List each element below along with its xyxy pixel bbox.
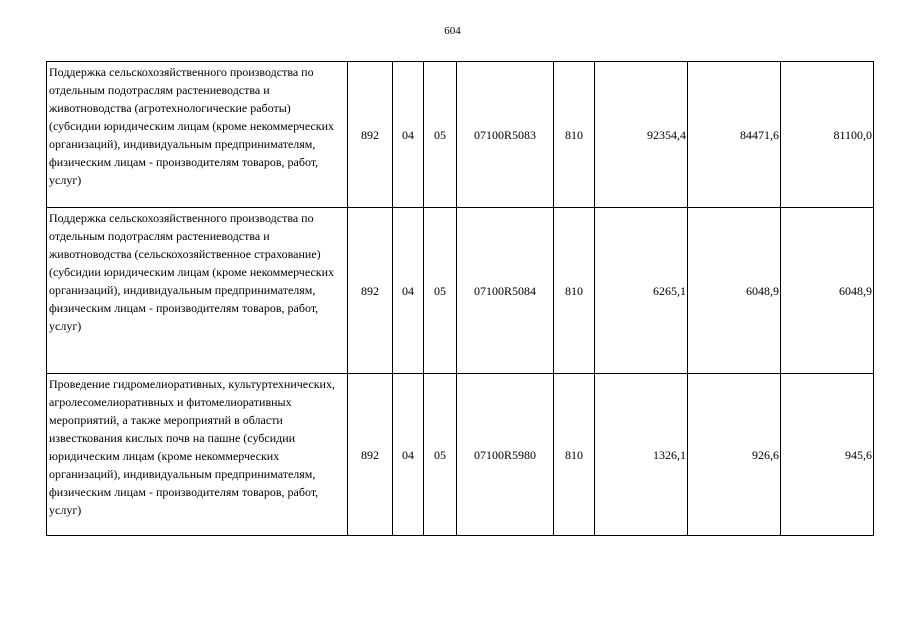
ministry-code: 892 — [348, 208, 393, 374]
expense-type-code: 810 — [554, 208, 595, 374]
amount-year-2: 926,6 — [688, 374, 781, 536]
subsection-code: 05 — [424, 62, 457, 208]
row-description: Поддержка сельскохозяйственного производства по отдельным подотраслям растениеводства и животноводства (агротехнологические работы) (субсидии юридическим лицам (кроме некоммерческих организаций), индивидуальным предпринимателям, физическим лицам - производителям товаров, работ, услуг) — [47, 62, 348, 208]
target-article-code: 07100R5980 — [457, 374, 554, 536]
subsection-code: 05 — [424, 208, 457, 374]
table-row — [47, 62, 874, 208]
subsection-code: 05 — [424, 374, 457, 536]
amount-year-2: 84471,6 — [688, 62, 781, 208]
amount-year-2: 6048,9 — [688, 208, 781, 374]
section-code: 04 — [393, 62, 424, 208]
section-code: 04 — [393, 374, 424, 536]
target-article-code: 07100R5083 — [457, 62, 554, 208]
budget-table — [46, 61, 874, 536]
amount-year-3: 945,6 — [781, 374, 874, 536]
row-description: Поддержка сельскохозяйственного производства по отдельным подотраслям растениеводства и животноводства (сельскохозяйственное страхование) (субсидии юридическим лицам (кроме некоммерческих организаций), индивидуальным предпринимателям, физическим лицам - производителям товаров, работ, услуг) — [47, 208, 348, 374]
amount-year-1: 1326,1 — [595, 374, 688, 536]
section-code: 04 — [393, 208, 424, 374]
amount-year-1: 6265,1 — [595, 208, 688, 374]
expense-type-code: 810 — [554, 374, 595, 536]
table-row — [47, 208, 874, 374]
ministry-code: 892 — [348, 374, 393, 536]
row-description: Проведение гидромелиоративных, культуртехнических, агролесомелиоративных и фитомелиоративных мероприятий, а также мероприятий в области известкования кислых почв на пашне (субсидии юридическим лицам (кроме некоммерческих организаций), индивидуальным предпринимателям, физическим лицам - производителям товаров, работ, услуг) — [47, 374, 348, 536]
table-row — [47, 374, 874, 536]
page-number: 604 — [444, 25, 461, 37]
expense-type-code: 810 — [554, 62, 595, 208]
amount-year-1: 92354,4 — [595, 62, 688, 208]
amount-year-3: 6048,9 — [781, 208, 874, 374]
amount-year-3: 81100,0 — [781, 62, 874, 208]
ministry-code: 892 — [348, 62, 393, 208]
target-article-code: 07100R5084 — [457, 208, 554, 374]
